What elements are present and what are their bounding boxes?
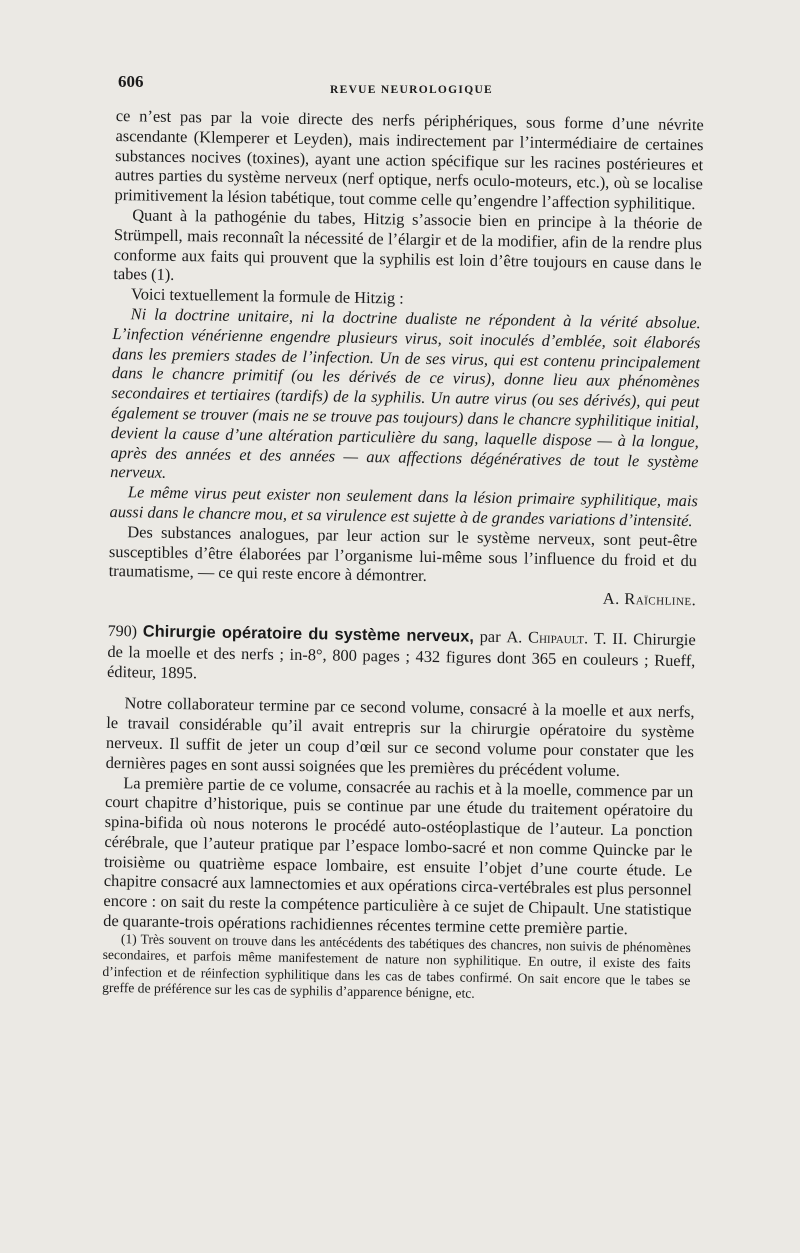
quote-hitzig-formula: Ni la doctrine unitaire, ni la doctrine dualiste ne répondent à la vérité absolue. L’infection vénérienne engendre plusieurs virus, soit inoculés d’emblée, soit élaborés dans les premiers stades de l’infection. Un de ses virus, qui est contenu principalement dans le chancre primitif (ou les dérivés de ce virus), donne lieu aux phénomènes secondaires et tertiaires (tardifs) de la syphilis. Un autre virus (ou ses dérivés), qui peut également se trouver (mais ne se trouve pas toujours) dans le chancre syphilitique initial, devient la cause d’une altération particulière du sang, laquelle dispose — à la longue, après des années et des années — aux affections dégénératives de tout le système nerveux. xyxy=(110,304,701,483)
signature-name: A. Raïchline. xyxy=(602,588,697,610)
review-author: A. Chipault. xyxy=(506,627,589,648)
page-number: 606 xyxy=(118,72,144,91)
page-body xyxy=(102,106,704,1006)
paragraph-continuation: ce n’est pas par la voie directe des nerfs périphériques, sous forme d’une névrite ascendante (Klemperer et Leyden), mais indirectement par l’intermédiaire de certaines substances nocives (toxines), ayant une action spécifique sur les racines postérieures et autres parties du système nerveux (nerf optique, nerfs oculo-moteurs, etc.), où se localise primitivement la lésion tabétique, tout comme celle qu’engendre l’affection syphilitique. xyxy=(114,106,704,214)
footnote: (1) Très souvent on trouve dans les antécédents des tabétiques des chancres, non suivis de phénomènes secondaires, et parfois même manifestement de nature non syphilitique. En outre, il existe des faits d’infection et de réinfection syphilitique dans les cas de tabes confirmé. On sait encore que le tabes se greffe de préférence sur les cas de syphilis d’apparence bénigne, etc. xyxy=(102,931,691,1001)
review-heading xyxy=(107,621,696,691)
paragraph-formula-intro: Voici textuellement la formule de Hitzig : xyxy=(130,284,404,308)
running-title: REVUE NEUROLOGIQUE xyxy=(330,84,494,96)
paragraph-substances: Des substances analogues, par leur action sur le système nerveux, sont peut-être susceptibles d’être élaborées par l’organisme lui-même sous l’influence du froid et du traumatisme, — ce qui reste encore à démontrer. xyxy=(108,521,698,586)
quote-hitzig-virus: Le même virus peut exister non seulement dans la lésion primaire syphilitique, mais aussi dans le chancre mou, et sa virulence est sujette à de grandes variations d’intensité. xyxy=(109,482,699,531)
paragraph-pathogenie: Quant à la pathogénie du tabes, Hitzig s’associe bien en principe à la théorie de Strümpell, mais reconnaît la nécessité de l’élargir et de la modifier, afin de la rendre plus conforme aux faits qui prouvent que la syphilis est loin d’être toujours en cause dans le tabes (1). xyxy=(113,205,703,285)
review-meta: T. II. Chirurgie de la moelle et des nerfs ; in-8°, 800 pages ; 432 figures dont 365 en couleurs ; Rueff, éditeur, 1895. xyxy=(106,628,696,682)
review-by: par xyxy=(479,626,501,647)
page-header xyxy=(118,72,718,96)
review-number: 790) xyxy=(107,622,138,641)
review-paragraph-1: Notre collaborateur termine par ce second volume, consacré à la moelle et aux nerfs, le travail considérable qu’il avait entrepris sur la chirurgie opératoire du système nerveux. Il suffit de jeter un coup d’œil sur ce second volume pour constater que les dernières pages en sont aussi soignées que les premières du précédent volume. xyxy=(105,693,695,780)
review-paragraph-2: La première partie de ce volume, consacrée au rachis et à la moelle, commence par un court chapitre d’historique, puis se continue par une étude du traitement opératoire du spina-bifida où nous noterons le procédé auto-ostéoplastique de l’auteur. La ponction cérébrale, que l’auteur pratique par l’espace lombo-sacré et non comme Quincke par le troisième ou quatrième espace lombaire, est ensuite l’objet d’une courte étude. Le chapitre consacré aux lamnectomies et aux opérations circa-vertébrales est plus personnel encore : on sait du reste la compétence particulière à ce sujet de Chipault. Une statistique de quarante-trois opérations rachidiennes récentes termine cette première partie. xyxy=(103,772,694,939)
review-title: Chirurgie opératoire du système nerveux, xyxy=(142,622,475,646)
